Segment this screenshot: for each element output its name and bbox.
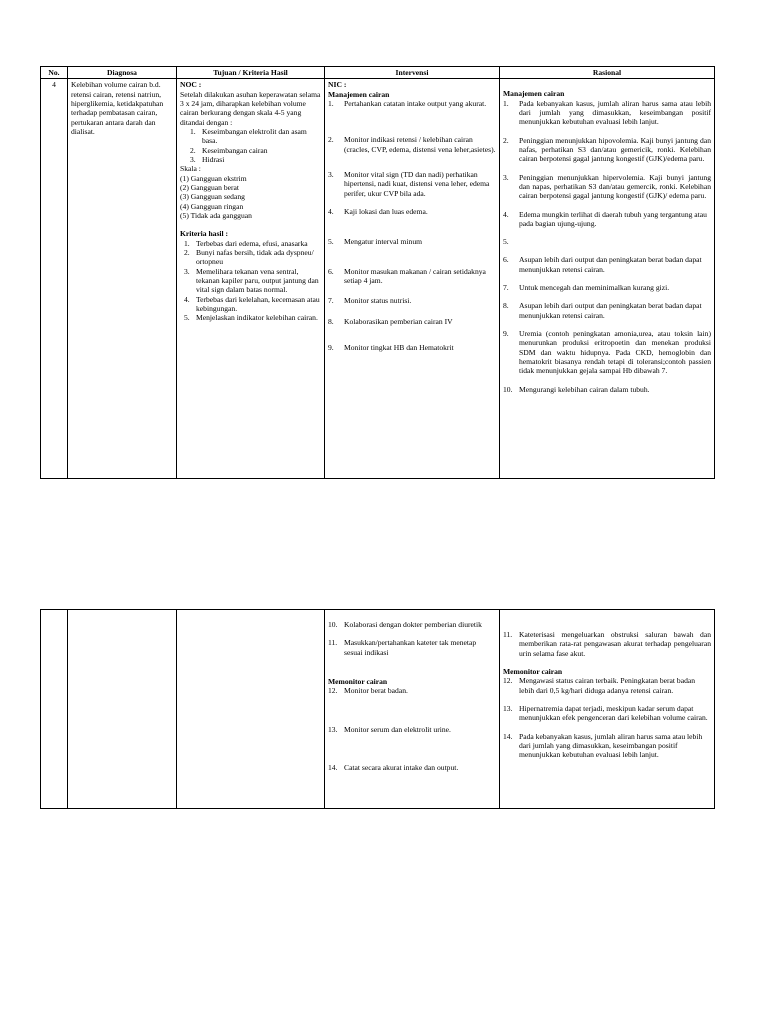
list-item: 1. Terbebas dari edema, efusi, anasarka bbox=[184, 238, 308, 248]
list-item: 14. Pada kebanyakan kasus, jumlah aliran harus sama atau lebih dari jumlah yang dimasukkan, keseimbangan positif menunjukkan kebutuhan evaluasi lebih lanjut. bbox=[503, 731, 703, 760]
list-item: 13. Hipernatremia dapat terjadi, meskipun kadar serum dapat menunjukkan efek pengenceran dari kelebihan volume cairan. bbox=[503, 703, 708, 723]
list-item: 3. Hidrasi bbox=[190, 154, 225, 164]
list-item: 7. Untuk mencegah dan meminimalkan kurang gizi. bbox=[503, 282, 670, 292]
skala-item: (2) Gangguan berat bbox=[180, 182, 240, 192]
nursing-care-plan-table bbox=[40, 66, 715, 479]
list-item: 2. Bunyi nafas bersih, tidak ada dyspneu/ ortopneu bbox=[184, 247, 314, 267]
skala-item: (1) Gangguan ekstrim bbox=[180, 173, 247, 183]
rasional-section-title: Memonitor cairan bbox=[503, 666, 563, 676]
kriteria-title: Kriteria hasil : bbox=[180, 229, 229, 239]
list-item: 3. Memelihara tekanan vena sentral, tekanan kapiler paru, output jantung dan vital sign dalam batas normal. bbox=[184, 266, 319, 295]
cell-no bbox=[41, 610, 68, 809]
list-item: 3. Monitor vital sign (TD dan nadi) perhatikan hipertensi, nadi kuat, distensi vena leher, edema perifer, ukur CVP bila ada. bbox=[328, 169, 490, 198]
list-item: 1. Keseimbangan elektrolit dan asam basa. bbox=[190, 126, 307, 146]
list-item: 8. Asupan lebih dari output dan peningkatan berat badan dapat menunjukkan retensi cairan. bbox=[503, 301, 702, 320]
cell-diagnosa: Kelebihan volume cairan b.d. retensi cairan, retensi natriun, hiperglikemia, ketidakpatuhan terhadap pembatasan cairan, pertukaran antara darah dan dialisat. bbox=[68, 79, 177, 479]
list-item: 11. Kateterisasi mengeluarkan obstruksi saluran bawah dan memberikan rata-rat pengawasan akurat terhadap pengeluaran urin selama fase akut. bbox=[503, 630, 711, 658]
cell-diagnosa bbox=[68, 610, 177, 809]
skala-item: (5) Tidak ada gangguan bbox=[180, 210, 252, 220]
list-item: 9. Uremia (contoh peningkatan amonia,urea, atau toksin lain) menurunkan produksi eritropoetin dan menekan produksi SDM dan waktu hidupnya. Pada CKD, hemoglobin dan hematokrit biasanya rendah tetapi di toleransi;contoh passien tidak menunjukkan gejala sampai Hb dibawah 7. bbox=[503, 328, 711, 376]
skala-item: (3) Gangguan sedang bbox=[180, 192, 245, 202]
header-rasional: Rasional bbox=[500, 67, 715, 79]
header-no: No. bbox=[41, 67, 68, 79]
list-item: 8. Kolaborasikan pemberian cairan IV bbox=[328, 316, 453, 326]
list-item: 4. Edema mungkin terlihat di daerah tubuh yang tergantung atau pada bagian ujung-ujung. bbox=[503, 209, 707, 228]
cell-intervensi bbox=[325, 610, 500, 809]
rasional-section-title: Manajemen cairan bbox=[503, 89, 565, 99]
intervensi-section-title: Memonitor cairan bbox=[328, 676, 388, 686]
list-item: 9. Monitor tingkat HB dan Hematokrit bbox=[328, 342, 454, 352]
list-item: 11. Masukkan/pertahankan kateter tak menetap sesuai indikasi bbox=[328, 638, 477, 657]
list-item: 6. Asupan lebih dari output dan peningkatan berat badan dapat menunjukkan retensi cairan. bbox=[503, 255, 702, 274]
cell-tujuan bbox=[177, 610, 325, 809]
list-item: 1. Pada kebanyakan kasus, jumlah aliran harus sama atau lebih dari jumlah yang dimasukkan, keseimbangan positif menunjukkan kebutuhan evaluasi lebih lanjut. bbox=[503, 98, 711, 127]
skala-item: (4) Gangguan ringan bbox=[180, 201, 244, 211]
header-intervensi: Intervensi bbox=[325, 67, 500, 79]
list-item: 10. Kolaborasi dengan dokter pemberian diuretik bbox=[328, 620, 482, 629]
list-item: 2. Peninggian menunjukkan hipovolemia. Kaji bunyi jantung dan nafas, perhatikan S3 dan/atau gemericik, ronki. Kelebihan cairan berpotensi gagal jantung kongestif (GJK)/edema paru. bbox=[503, 135, 711, 164]
list-item: 3. Peninggian menunjukkan hipervolemia. Kaji bunyi jantung dan napas, perhatikan S3 dan/atau gemercik, ronki. Kelebihan cairan berpotensi gagal jantung kongestif (GJK)/ edema paru. bbox=[503, 172, 711, 201]
list-item: 12. Monitor berat badan. bbox=[328, 686, 408, 696]
cell-rasional bbox=[500, 610, 715, 809]
list-item: 2. Keseimbangan cairan bbox=[190, 145, 268, 155]
table-row bbox=[41, 610, 715, 809]
nursing-care-plan-continuation-table bbox=[40, 609, 715, 809]
skala-title: Skala : bbox=[180, 164, 201, 174]
list-item: 5. bbox=[503, 237, 509, 247]
list-item: 7. Monitor status nutrisi. bbox=[328, 296, 412, 306]
cell-no: 4 bbox=[41, 79, 68, 479]
cell-tujuan bbox=[177, 79, 325, 479]
intervensi-section-title: Manajemen cairan bbox=[328, 89, 390, 99]
nic-title: NIC : bbox=[328, 80, 347, 90]
cell-intervensi bbox=[325, 79, 500, 479]
list-item: 5. Mengatur interval minum bbox=[328, 237, 423, 247]
header-diagnosa: Diagnosa bbox=[68, 67, 177, 79]
indikator-list bbox=[180, 127, 321, 164]
list-item: 4. Kaji lokasi dan luas edema. bbox=[328, 206, 428, 216]
kriteria-list bbox=[180, 239, 321, 323]
list-item: 10. Mengurangi kelebihan cairan dalam tubuh. bbox=[503, 384, 650, 394]
table-header-row bbox=[41, 67, 715, 79]
noc-text: Setelah dilakukan asuhan keperawatan selama 3 x 24 jam, diharapkan kelebihan volume cairan berkurang dengan skala 4-5 yang ditandai dengan : bbox=[180, 89, 321, 127]
list-item: 14. Catat secara akurat intake dan output. bbox=[328, 762, 459, 772]
list-item: 2. Monitor indikasi retensi / kelebihan cairan (cracles, CVP, edema, distensi vena leher,asietes). bbox=[328, 135, 496, 154]
header-tujuan: Tujuan / Kriteria Hasil bbox=[177, 67, 325, 79]
cell-rasional bbox=[500, 79, 715, 479]
list-item: 6. Monitor masukan makanan / cairan setidaknya setiap 4 jam. bbox=[328, 266, 486, 285]
list-item: 12. Mengawasi status cairan terbaik. Peningkatan berat badan lebih dari 0,5 kg/hari diduga adanya retensi cairan. bbox=[503, 676, 696, 695]
table-row bbox=[41, 79, 715, 479]
list-item: 4. Terbebas dari kelelahan, kecemasan atau kebingungan. bbox=[184, 294, 320, 313]
list-item: 5. Menjelaskan indikator kelebihan cairan. bbox=[184, 313, 318, 323]
list-item: 1. Pertahankan catatan intake output yang akurat. bbox=[328, 98, 487, 108]
noc-title: NOC : bbox=[180, 80, 202, 90]
list-item: 13. Monitor serum dan elektrolit urine. bbox=[328, 724, 451, 734]
